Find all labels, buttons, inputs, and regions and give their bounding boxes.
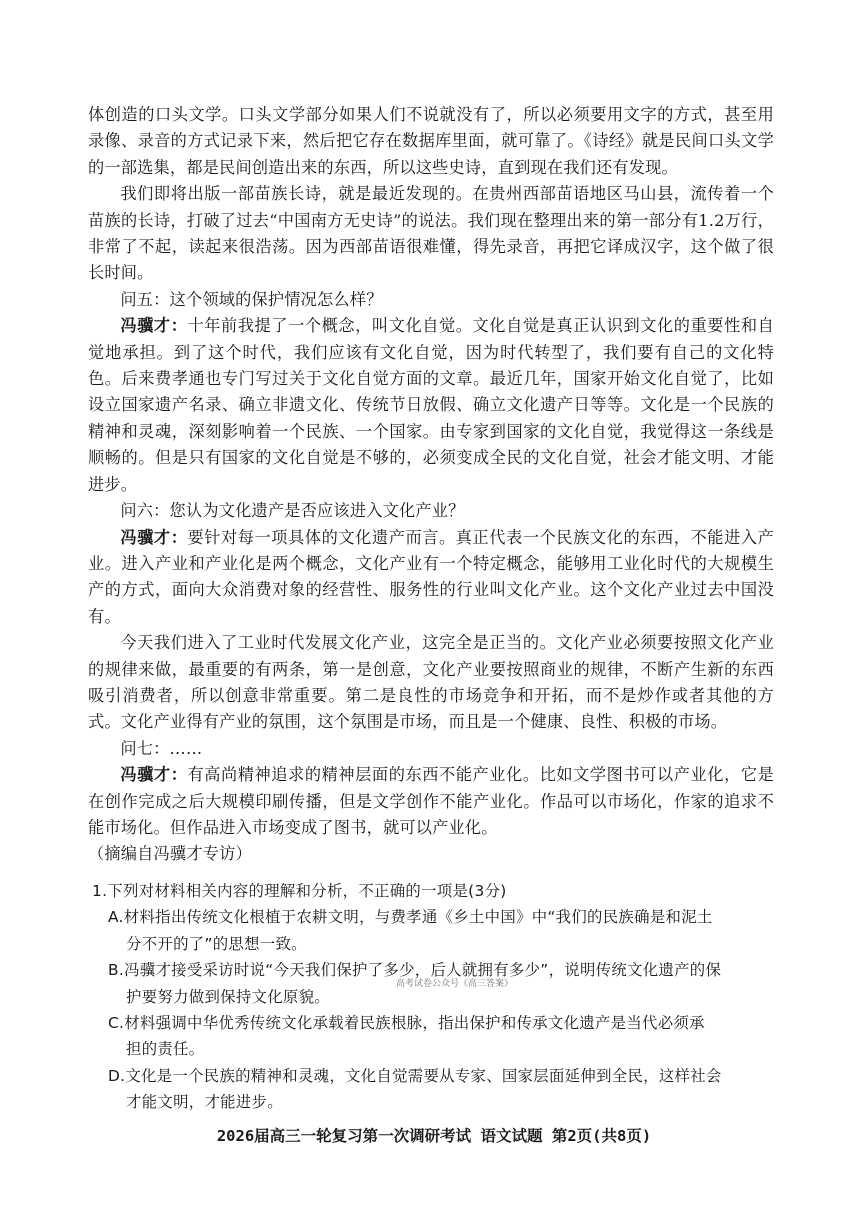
interview-answer-5 (88, 313, 774, 498)
speaker-name: 冯骥才： (120, 765, 188, 785)
source-citation: （摘编自冯骥才专访） (88, 844, 252, 864)
interview-question-6: 问六：您认为文化遗产是否应该进入文化产业？ (120, 501, 465, 521)
answer-text: 有高尚精神追求的精神层面的东西不能产业化。比如文学图书可以产业化，它是在创作完成之后大规模印刷传播，但是文学创作不能产业化。作品可以市场化，作家的追求不能市场化。但作品进入市场变成了图书，就可以产业化。 (88, 765, 774, 837)
option-c (92, 1010, 778, 1063)
interview-answer-7 (88, 762, 774, 841)
watermark: 高考试卷公众号《高三答案》 (396, 979, 514, 989)
option-d (92, 1063, 778, 1116)
speaker-name: 冯骥才： (120, 527, 188, 547)
option-text: 材料指出传统文化根植于农耕文明，与费孝通《乡土中国》中“我们的民族确是和泥土 (123, 908, 713, 927)
option-label: A. (108, 908, 124, 927)
question-stem: 1.下列对材料相关内容的理解和分析，不正确的一项是(3分) (92, 882, 507, 900)
reading-passage (88, 102, 774, 868)
option-text-continued: 护要努力做到保持文化原貌。 (126, 987, 330, 1006)
option-text-continued: 担的责任。 (126, 1040, 205, 1059)
option-label: B. (108, 961, 125, 980)
interview-answer-6-continued: 今天我们进入了工业时代发展文化产业，这完全是正当的。文化产业必须要按照文化产业的规律来做，最重要的有两条，第一是创意，文化产业要按照商业的规律，不断产生新的东西吸引消费者，所以创意非常重要。第二是良性的市场竞争和开拓，而不是炒作或者其他的方式。文化产业得有产业的氛围，这个氛围是市场，而且是一个健康、良性、积极的市场。 (88, 633, 774, 732)
option-text: 文化是一个民族的精神和灵魂，文化自觉需要从专家、国家层面延伸到全民，这样社会 (125, 1066, 722, 1085)
option-label: C. (108, 1014, 125, 1033)
option-a (92, 904, 778, 957)
interview-question-5: 问五：这个领域的保护情况怎么样？ (120, 289, 383, 309)
speaker-name: 冯骥才： (120, 316, 188, 336)
passage-paragraph: 我们即将出版一部苗族长诗，就是最近发现的。在贵州西部苗语地区马山县，流传着一个苗族的长诗，打破了过去“中国南方无史诗”的说法。我们现在整理出来的第一部分有1.2万行，非常了不起，读起来很浩荡。因为西部苗语很难懂，得先录音，再把它译成汉字，这个做了很长时间。 (88, 184, 774, 283)
answer-text: 十年前我提了一个概念，叫文化自觉。文化自觉是真正认识到文化的重要性和自觉地承担。到了这个时代，我们应该有文化自觉，因为时代转型了，我们要有自己的文化特色。后来费孝通也专门写过关于文化自觉方面的文章。最近几年，国家开始文化自觉了，比如设立国家遗产名录、确立非遗文化、传统节日放假、确立文化遗产日等等。文化是一个民族的精神和灵魂，深刻影响着一个民族、一个国家。由专家到国家的文化自觉，我觉得这一条线是顺畅的。但是只有国家的文化自觉是不够的，必须变成全民的文化自觉，社会才能文明、才能进步。 (88, 316, 774, 494)
answer-text: 要针对每一项具体的文化遗产而言。真正代表一个民族文化的东西，不能进入产业。进入产业和产业化是两个概念，文化产业有一个特定概念，能够用工业化时代的大规模生产的方式，面向大众消费对象的经营性、服务性的行业叫文化产业。这个文化产业过去中国没有。 (88, 527, 774, 626)
option-text: 材料强调中华优秀传统文化承载着民族根脉，指出保护和传承文化遗产是当代必须承 (124, 1014, 705, 1033)
option-text-continued: 才能文明，才能进步。 (126, 1093, 283, 1112)
option-label: D. (108, 1066, 126, 1085)
question-1 (92, 878, 778, 1116)
passage-paragraph: 体创造的口头文学。口头文学部分如果人们不说就没有了，所以必须要用文字的方式，甚至用录像、录音的方式记录下来，然后把它存在数据库里面，就可靠了。《诗经》就是民间口头文学的一部选集，都是民间创造出来的东西，所以这些史诗，直到现在我们还有发现。 (88, 105, 774, 177)
option-text: 冯骥才接受采访时说“今天我们保护了多少，后人就拥有多少”，说明传统文化遗产的保 (124, 961, 722, 980)
option-text-continued: 分不开的了”的思想一致。 (126, 934, 307, 953)
page-footer: 2026届高三一轮复习第一次调研考试 语文试题 第2页(共8页) (216, 1127, 652, 1145)
interview-answer-6 (88, 525, 774, 631)
interview-question-7: 问七：…… (120, 738, 203, 758)
